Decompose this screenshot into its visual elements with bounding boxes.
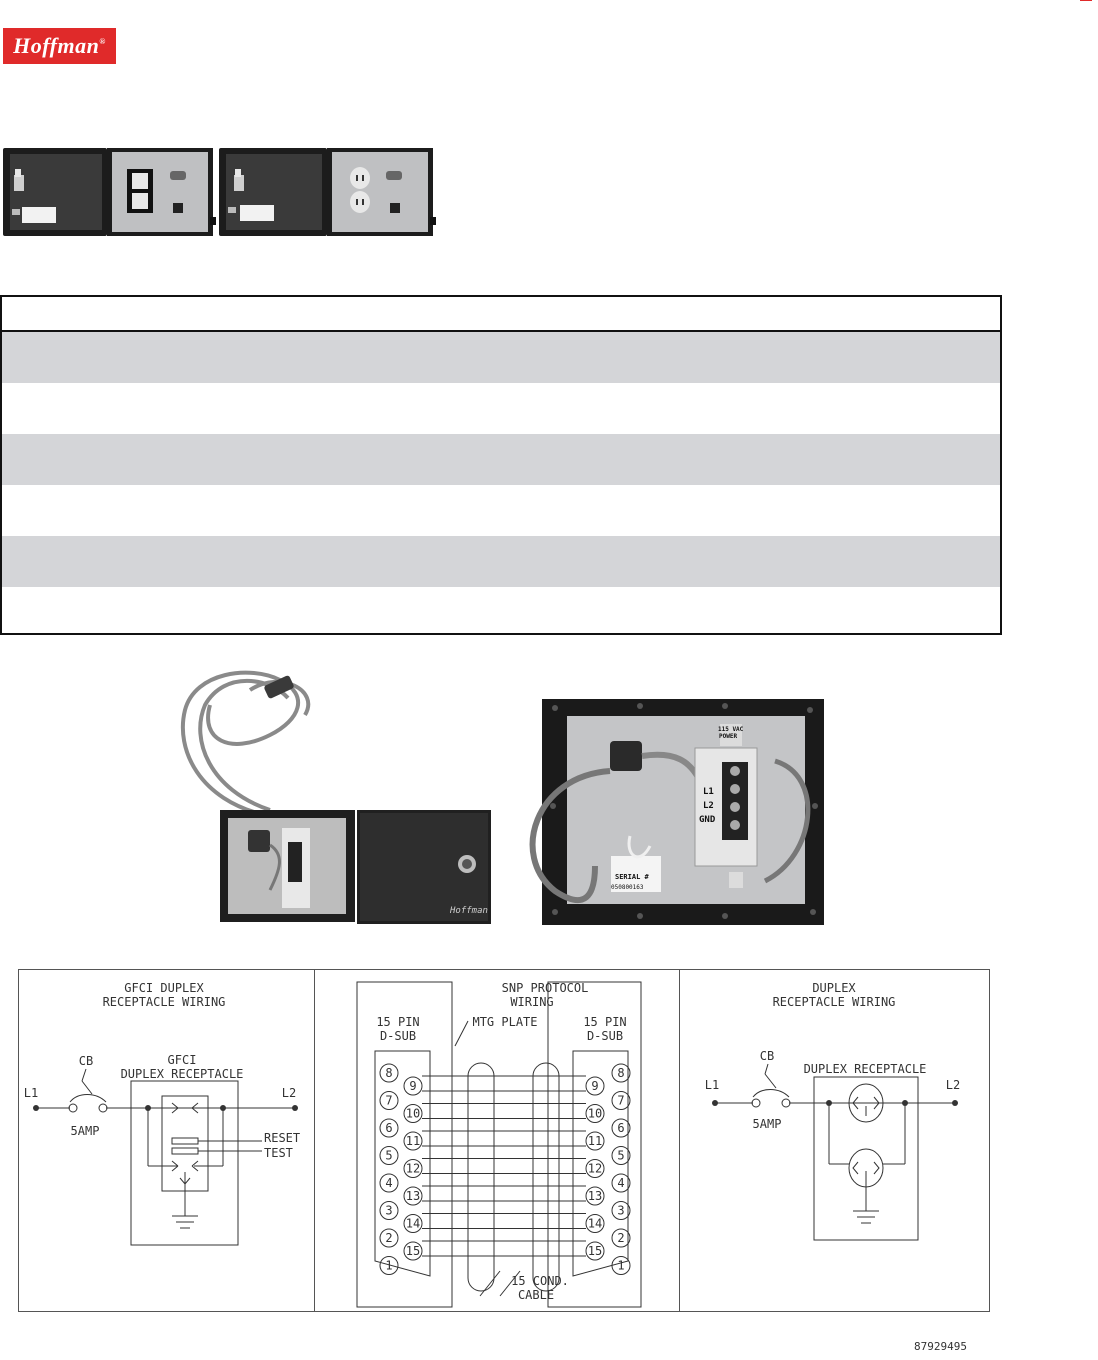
wiring-diagrams	[0, 966, 1000, 1316]
snp-cable-line2: CABLE	[517, 1288, 555, 1302]
right-dsub-pin-11-label: 11	[587, 1134, 603, 1148]
left-dsub-pin-5-label: 5	[385, 1148, 393, 1163]
left-dsub-pin-6-label: 6	[385, 1121, 393, 1135]
right-dsub-pin-6-label: 6	[617, 1121, 625, 1135]
left-dsub-pin-14-label: 14	[405, 1216, 421, 1231]
left-dsub-pin-3-label: 3	[385, 1203, 393, 1218]
left-dsub-pin-13-label: 13	[405, 1189, 421, 1203]
spec-table-row	[2, 332, 1000, 383]
right-dsub-pin-8-label: 8	[617, 1066, 625, 1080]
right-dsub-pin-13-label: 13	[587, 1189, 603, 1203]
spec-table	[0, 295, 1002, 635]
right-dsub-pin-1-label: 1	[617, 1258, 625, 1273]
left-dsub-pin-12-label: 12	[405, 1161, 421, 1176]
left-dsub-pin-11-label: 11	[405, 1134, 421, 1148]
gfci-receptacle-line1: GFCI	[167, 1053, 197, 1067]
duplex-title-line2: RECEPTACLE WIRING	[772, 995, 896, 1009]
snp-title-line2: WIRING	[510, 995, 554, 1009]
duplex-amp-label: 5AMP	[752, 1117, 782, 1131]
snp-left-connector-line1: 15 PIN	[376, 1015, 420, 1029]
serial-label: SERIAL #	[615, 873, 649, 881]
gfci-l2-label: L2	[281, 1086, 297, 1100]
left-dsub-pin-2-label: 2	[385, 1231, 393, 1245]
left-dsub-pin-15-label: 15	[405, 1244, 421, 1258]
registered-mark: ®	[99, 37, 106, 46]
enclosure-with-cord-photo	[170, 660, 500, 930]
duplex-l2-label: L2	[945, 1078, 961, 1092]
left-dsub-pin-7-label: 7	[385, 1093, 393, 1108]
duplex-cb-label: CB	[759, 1049, 775, 1063]
spec-table-row	[2, 434, 1000, 485]
terminal-gnd-label: GND	[699, 815, 716, 825]
drawing-number: 87929495	[914, 1340, 967, 1353]
right-dsub-pin-10-label: 10	[587, 1106, 603, 1121]
duplex-l1-label: L1	[704, 1078, 720, 1092]
spec-table-row	[2, 383, 1000, 434]
gfci-title-line1: GFCI DUPLEX	[124, 981, 204, 995]
gfci-title-line2: RECEPTACLE WIRING	[102, 995, 226, 1009]
corner-mark	[1080, 0, 1092, 4]
duplex-receptacle-label: DUPLEX RECEPTACLE	[803, 1062, 927, 1076]
door-logo-text: Hoffman	[450, 906, 488, 916]
gfci-receptacle-line2: DUPLEX RECEPTACLE	[120, 1067, 244, 1081]
spec-table-header	[2, 297, 1000, 332]
snp-mtg-plate-label: MTG PLATE	[472, 1015, 538, 1029]
serial-value: 050800163	[611, 884, 644, 891]
left-dsub-pin-9-label: 9	[409, 1079, 417, 1093]
gfci-reset-label: RESET	[264, 1131, 301, 1145]
snp-cable-line1: 15 COND.	[511, 1274, 569, 1288]
right-dsub-pin-12-label: 12	[587, 1161, 603, 1176]
right-dsub-pin-14-label: 14	[587, 1216, 603, 1231]
terminal-l1-label: L1	[703, 787, 714, 797]
gfci-amp-label: 5AMP	[70, 1124, 100, 1138]
spec-table-row	[2, 587, 1000, 638]
spec-table-row	[2, 536, 1000, 587]
terminal-power-label-2: POWER	[719, 733, 738, 740]
enclosure-front-views-photo	[0, 145, 440, 240]
gfci-test-label: TEST	[264, 1146, 293, 1160]
snp-title-line1: SNP PROTOCOL	[501, 981, 589, 995]
spec-table-row	[2, 485, 1000, 536]
right-dsub-pin-7-label: 7	[617, 1093, 625, 1108]
right-dsub-pin-2-label: 2	[617, 1231, 625, 1245]
duplex-title-line1: DUPLEX	[812, 981, 856, 995]
right-dsub-pin-9-label: 9	[591, 1079, 599, 1093]
terminal-l2-label: L2	[703, 801, 714, 811]
right-dsub-pin-15-label: 15	[587, 1244, 603, 1258]
snp-left-connector-line2: D-SUB	[379, 1029, 417, 1043]
gfci-l1-label: L1	[23, 1086, 39, 1100]
left-dsub-pin-4-label: 4	[385, 1176, 393, 1190]
right-dsub-pin-5-label: 5	[617, 1148, 625, 1163]
right-dsub-pin-4-label: 4	[617, 1176, 625, 1190]
left-dsub-pin-10-label: 10	[405, 1106, 421, 1121]
right-dsub-pin-3-label: 3	[617, 1203, 625, 1218]
terminal-power-label-1: 115 VAC	[718, 726, 744, 733]
left-dsub-pin-8-label: 8	[385, 1066, 393, 1080]
left-dsub-pin-1-label: 1	[385, 1258, 393, 1273]
hoffman-logo	[3, 28, 116, 64]
enclosure-interior-photo	[515, 696, 835, 928]
snp-right-connector-line2: D-SUB	[586, 1029, 624, 1043]
snp-right-connector-line1: 15 PIN	[583, 1015, 627, 1029]
logo-text: Hoffman	[13, 33, 100, 58]
gfci-cb-label: CB	[78, 1054, 94, 1068]
